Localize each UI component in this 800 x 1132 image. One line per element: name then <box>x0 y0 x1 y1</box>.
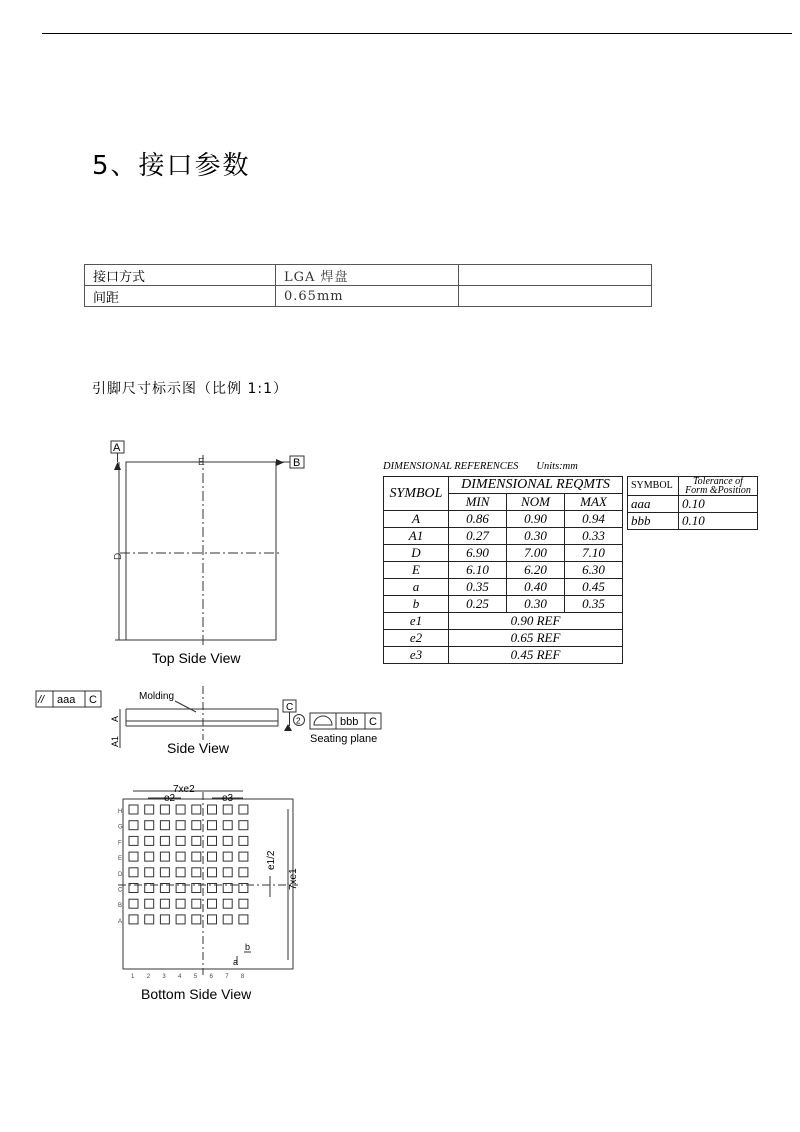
pad <box>192 899 201 908</box>
row-label: A <box>118 918 123 925</box>
dim-max: 0.94 <box>565 511 623 528</box>
pad <box>160 805 169 814</box>
dim-min: 6.90 <box>449 545 507 562</box>
fcf-left-datum-text: C <box>89 694 97 706</box>
tol-symbol: bbb <box>628 513 679 530</box>
pad <box>223 805 232 814</box>
dim-min: 0.27 <box>449 528 507 545</box>
dim-e2-label: e2 <box>164 793 176 804</box>
pad <box>208 915 217 924</box>
pad <box>145 899 154 908</box>
dim-nom: 0.30 <box>507 596 565 613</box>
pad <box>223 868 232 877</box>
side-view-label: Side View <box>167 740 230 756</box>
dim-ref-value: 0.90 REF <box>449 613 623 630</box>
dim-e-label: E <box>198 457 205 468</box>
fcf-left-parallel-symbol: // <box>38 694 45 706</box>
column-label: 6 <box>209 974 213 980</box>
pad <box>129 821 138 830</box>
pad <box>145 868 154 877</box>
nom-header: NOM <box>507 494 565 511</box>
pad <box>129 836 138 845</box>
group-header: DIMENSIONAL REQMTS <box>449 477 623 494</box>
pad <box>192 805 201 814</box>
pad <box>239 836 248 845</box>
pad <box>145 805 154 814</box>
tol-symbol-header: SYMBOL <box>628 477 679 496</box>
dim-nom: 0.90 <box>507 511 565 528</box>
pad <box>145 852 154 861</box>
circle-number: 2 <box>296 716 301 726</box>
pad <box>145 821 154 830</box>
tol-value: 0.10 <box>679 496 758 513</box>
row-label: B <box>118 903 123 910</box>
top-side-view-label: Top Side View <box>152 650 241 666</box>
column-label: 4 <box>178 974 182 980</box>
dim-ref-title-text: DIMENSIONAL REFERENCES <box>383 461 519 472</box>
seating-plane-label: Seating plane <box>310 733 378 745</box>
pad <box>176 821 185 830</box>
pad <box>239 852 248 861</box>
dim-e1half-label: e1/2 <box>266 850 277 870</box>
row-label: G <box>118 824 123 831</box>
pad <box>223 852 232 861</box>
tol-header-line1: Tolerance of <box>693 476 743 487</box>
tol-value: 0.10 <box>679 513 758 530</box>
column-label: 3 <box>162 974 166 980</box>
pad <box>208 852 217 861</box>
param-label: 接口方式 <box>85 265 276 286</box>
datum-a-triangle <box>114 462 121 470</box>
param-value: LGA 焊盘 <box>276 265 459 286</box>
row-label: D <box>118 871 123 878</box>
pad <box>176 915 185 924</box>
dim-symbol: A1 <box>384 528 449 545</box>
pad <box>145 915 154 924</box>
pad <box>239 868 248 877</box>
pad <box>223 836 232 845</box>
pad <box>208 821 217 830</box>
pad <box>176 852 185 861</box>
datum-c-label: C <box>286 702 294 713</box>
column-label: 8 <box>240 974 245 980</box>
dim-max: 6.30 <box>565 562 623 579</box>
dim-symbol: e1 <box>384 613 449 630</box>
pad <box>192 852 201 861</box>
dim-d-label: D <box>113 552 124 560</box>
dim-symbol: A <box>384 511 449 528</box>
section-heading: 5、接口参数 <box>92 151 251 181</box>
dim-nom: 6.20 <box>507 562 565 579</box>
pad <box>208 868 217 877</box>
min-header: MIN <box>449 494 507 511</box>
pad <box>192 915 201 924</box>
molding-leader <box>175 701 196 712</box>
molding-label: Molding <box>139 691 175 702</box>
fcf-left-tol-text: aaa <box>57 694 76 706</box>
dim-nom: 0.30 <box>507 528 565 545</box>
top-side-view <box>111 441 304 646</box>
dim-max: 0.35 <box>565 596 623 613</box>
pad <box>129 915 138 924</box>
dim-symbol: b <box>384 596 449 613</box>
dim-symbol: a <box>384 579 449 596</box>
pad <box>176 836 185 845</box>
dim-min: 0.35 <box>449 579 507 596</box>
pad <box>239 821 248 830</box>
dim-max: 0.45 <box>565 579 623 596</box>
pad <box>176 899 185 908</box>
dim-min: 6.10 <box>449 562 507 579</box>
row-label: C <box>118 887 123 894</box>
pad <box>160 852 169 861</box>
column-label: 1 <box>131 974 135 980</box>
max-header: MAX <box>565 494 623 511</box>
pad <box>208 805 217 814</box>
pad <box>129 868 138 877</box>
profile-icon <box>314 716 332 725</box>
tol-symbol: aaa <box>628 496 679 513</box>
datum-b-triangle <box>276 459 284 466</box>
dim-nom: 7.00 <box>507 545 565 562</box>
pad <box>129 852 138 861</box>
datum-c-triangle <box>284 724 292 731</box>
row-label: H <box>118 809 123 815</box>
pad <box>145 836 154 845</box>
dim-ref-units: Units:mm <box>536 461 578 472</box>
package-outline <box>126 462 276 640</box>
pad <box>176 868 185 877</box>
dim-symbol: e3 <box>384 647 449 664</box>
pad <box>160 899 169 908</box>
datum-b-label: B <box>293 457 301 469</box>
pad <box>223 821 232 830</box>
bottom-side-view-label: Bottom Side View <box>141 986 252 1002</box>
param-label: 间距 <box>85 286 276 307</box>
pad <box>176 805 185 814</box>
pad <box>160 836 169 845</box>
dim-7xe2-label: 7xe2 <box>173 784 195 795</box>
dim-ref-value: 0.45 REF <box>449 647 623 664</box>
symbol-header: SYMBOL <box>384 477 449 511</box>
fcf-right-symbol <box>310 713 336 729</box>
pad-array <box>118 805 251 980</box>
dim-max: 7.10 <box>565 545 623 562</box>
row-label: E <box>118 856 123 863</box>
dim-nom: 0.40 <box>507 579 565 596</box>
pad <box>223 899 232 908</box>
pad <box>208 899 217 908</box>
pad <box>239 899 248 908</box>
datum-a-label: A <box>113 442 121 454</box>
pad <box>192 836 201 845</box>
pad <box>160 868 169 877</box>
tol-header-line2: Form &Position <box>685 485 751 496</box>
fcf-right-datum-text: C <box>369 716 377 728</box>
pad <box>239 915 248 924</box>
pad <box>192 868 201 877</box>
dim-b-label-bottom: b <box>245 942 251 952</box>
pad <box>160 915 169 924</box>
dim-min: 0.25 <box>449 596 507 613</box>
dim-a-label: A <box>110 715 120 722</box>
dim-7xe1-label: 7xe1 <box>288 868 299 890</box>
column-label: 5 <box>193 974 198 980</box>
dim-symbol: e2 <box>384 630 449 647</box>
pad <box>223 915 232 924</box>
pad <box>160 821 169 830</box>
fcf-right-tol-text: bbb <box>340 716 359 728</box>
dim-symbol: D <box>384 545 449 562</box>
dim-min: 0.86 <box>449 511 507 528</box>
param-value: 0.65mm <box>276 286 459 307</box>
pad <box>192 821 201 830</box>
dim-max: 0.33 <box>565 528 623 545</box>
dim-a1-label: A1 <box>110 735 120 747</box>
dim-a-label-bottom: a <box>233 957 239 967</box>
column-label: 7 <box>225 974 229 980</box>
pad <box>129 899 138 908</box>
column-label: 2 <box>146 974 151 980</box>
dim-e3-label: e3 <box>222 793 234 804</box>
pad <box>129 805 138 814</box>
dim-ref-value: 0.65 REF <box>449 630 623 647</box>
pad <box>239 805 248 814</box>
row-label: F <box>118 840 122 847</box>
dim-symbol: E <box>384 562 449 579</box>
pad <box>208 836 217 845</box>
figure-caption: 引脚尺寸标示图（比例 1:1） <box>92 381 288 397</box>
